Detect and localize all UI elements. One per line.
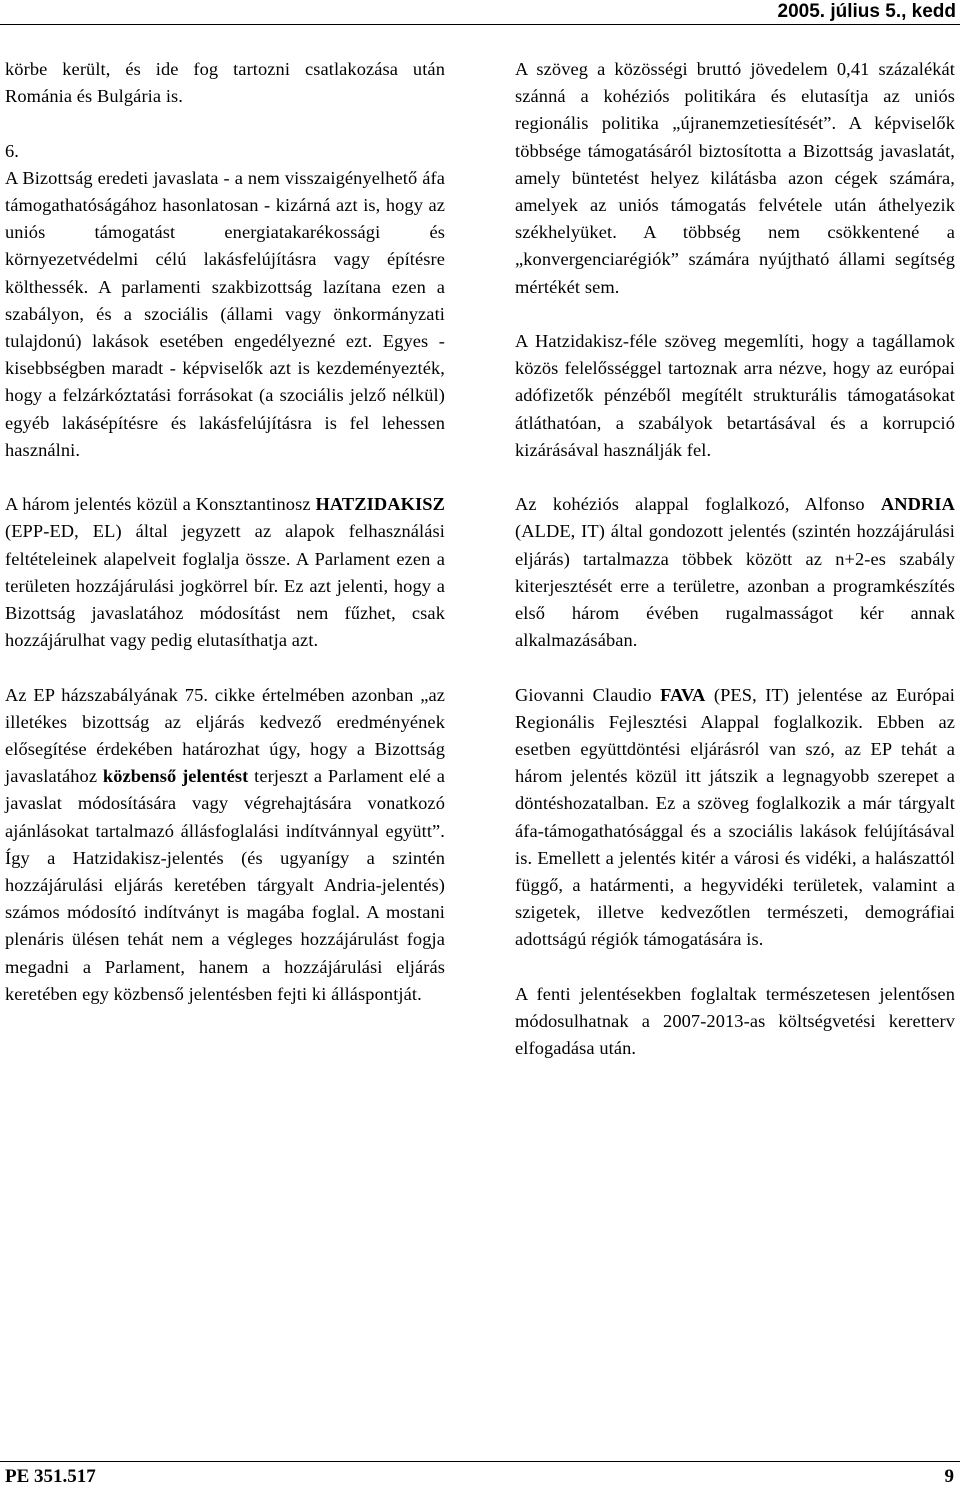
paragraph-andria <box>515 491 955 654</box>
mep-name-andria: ANDRIA <box>880 494 955 515</box>
text-span: (EPP-ED, EL) által jegyzett az alapok felhasználási feltételeinek alapelveit foglalja össze. A Parlament ezen a területen hozzájárulási jogkörrel bír. Ez azt jelenti, hogy a Bizottság javaslatához módosítást nem fűzhet, csak hozzájárulhat vagy pedig elutasíthatja azt. <box>5 521 445 651</box>
text-span: Az EP házszabályának 75. cikke értelmében azonban „az illetékes bizottság az eljárás kedvező eredményének elősegítése érdekében határozhat úgy, hogy a Bizottság javaslatához <box>5 684 445 787</box>
text-span: terjeszt a Parlament elé a javaslat módosítására vagy végrehajtására vonatkozó ajánlásokat tartalmazó állásfoglalási indítvánnyal együtt”. Így a Hatzidakisz-jelentés (és ugyanígy a szintén hozzájárulási eljárás keretében tárgyalt Andria-jelentés) számos módosító indítványt is magába foglal. A mostani plenáris ülésen tehát nem a végleges hozzájárulást fogja megadni a Parlament, hanem a hozzájárulási eljárás keretében egy közbenső jelentésben fejti ki álláspontját. <box>5 766 445 1004</box>
bold-term-interim-report: közbenső jelentést <box>102 766 249 787</box>
paragraph-vat-housing: A Bizottság eredeti javaslata - a nem visszaigényelhető áfa támogathatóságához hasonlatosan - kizárná azt is, hogy az uniós támogatást energiatakarékossági és környezetvédelmi célú lakásfelújításra vagy építésre költhessék. A parlamenti szakbizottság lazítana ezen a szabályon, és a szociális (állami vagy önkormányzati tulajdonú) lakások esetében engedélyezné ezt. Egyes - kisebbségben maradt - képviselők azt is kezdeményezték, hogy a felzárkóztatási forrásokat (a szociális jelző nélkül) egyéb lakásépítésre és lakásfelújításra is fel lehessen használni. <box>5 167 445 460</box>
paragraph-transparency: A Hatzidakisz-féle szöveg megemlíti, hogy a tagállamok közös felelősséggel tartoznak arra nézve, hogy az európai adófizetők pénzéből megítélt strukturális támogatásokat átláthatóan, a szabályok betartásával és a korrupció kizárásával használják fel. <box>515 331 955 460</box>
text-span: Giovanni Claudio <box>515 684 661 705</box>
mep-name-fava: FAVA <box>660 684 706 705</box>
text-span: (PES, IT) jelentése az Európai Regionális Fejlesztési Alappal foglalkozik. Ebben az esetben együttdöntési eljárásról van szó, az EP tehát a három jelentés közül itt játszik a legnagyobb szerepet a döntéshozatalban. Ez a szöveg foglalkozik a már tárgyalt áfa-támogathatósággal és a szociális lakások felújításával is. Emellett a jelentés kitér a városi és vidéki, a halászattól függő, a határmenti, a hegyvidéki területek, valamint a szigetek, illetve kedvezőtlen természeti, demográfiai adottságú régiók támogatására is. <box>515 684 955 950</box>
paragraph-gni: A szöveg a közösségi bruttó jövedelem 0,41 százalékát szánná a kohéziós politikára és elutasítja az uniós regionális politika „újranemzetiesítését”. A képviselők többsége támogatásáról biztosította a Bizottság javaslatát, amely büntetést helyez kilátásba azon cégek számára, amelyek az uniós támogatás felvétele után áthelyezik székhelyüket. A többség nem csökkentené a „konvergenciarégiók” számára nyújtható állami segítség mértékét sem. <box>515 59 955 297</box>
mep-name-hatzidakisz: HATZIDAKISZ <box>315 494 445 515</box>
paragraph-intro: körbe került, és ide fog tartozni csatlakozása után Románia és Bulgária is. <box>5 59 445 107</box>
paragraph-hatzidakisz <box>5 491 445 654</box>
paragraph-fava <box>515 682 955 954</box>
header-date: 2005. július 5., kedd <box>777 1 956 22</box>
text-span: A három jelentés közül a Konsztantinosz <box>5 494 316 515</box>
text-span: (ALDE, IT) által gondozott jelentés (szintén hozzájárulási eljárás) tartalmazza többek között az n+2-es szabály kiterjesztését erre a területre, azonban a programkészítés első három évében rugalmasságot kér annak alkalmazásában. <box>515 521 955 651</box>
footer-rule <box>0 1461 960 1462</box>
page-number: 9 <box>944 1466 954 1487</box>
paragraph-rule-75 <box>5 682 445 1008</box>
header-rule <box>0 24 960 25</box>
text-span: Az kohéziós alappal foglalkozó, Alfonso <box>515 494 881 515</box>
left-column <box>5 56 445 1008</box>
paragraph-conclusion: A fenti jelentésekben foglaltak természetesen jelentősen módosulhatnak a 2007-2013-as költségvetési keretterv elfogadása után. <box>515 983 955 1059</box>
document-reference: PE 351.517 <box>5 1466 96 1487</box>
right-column <box>515 56 955 1062</box>
section-number: 6. <box>5 140 19 161</box>
